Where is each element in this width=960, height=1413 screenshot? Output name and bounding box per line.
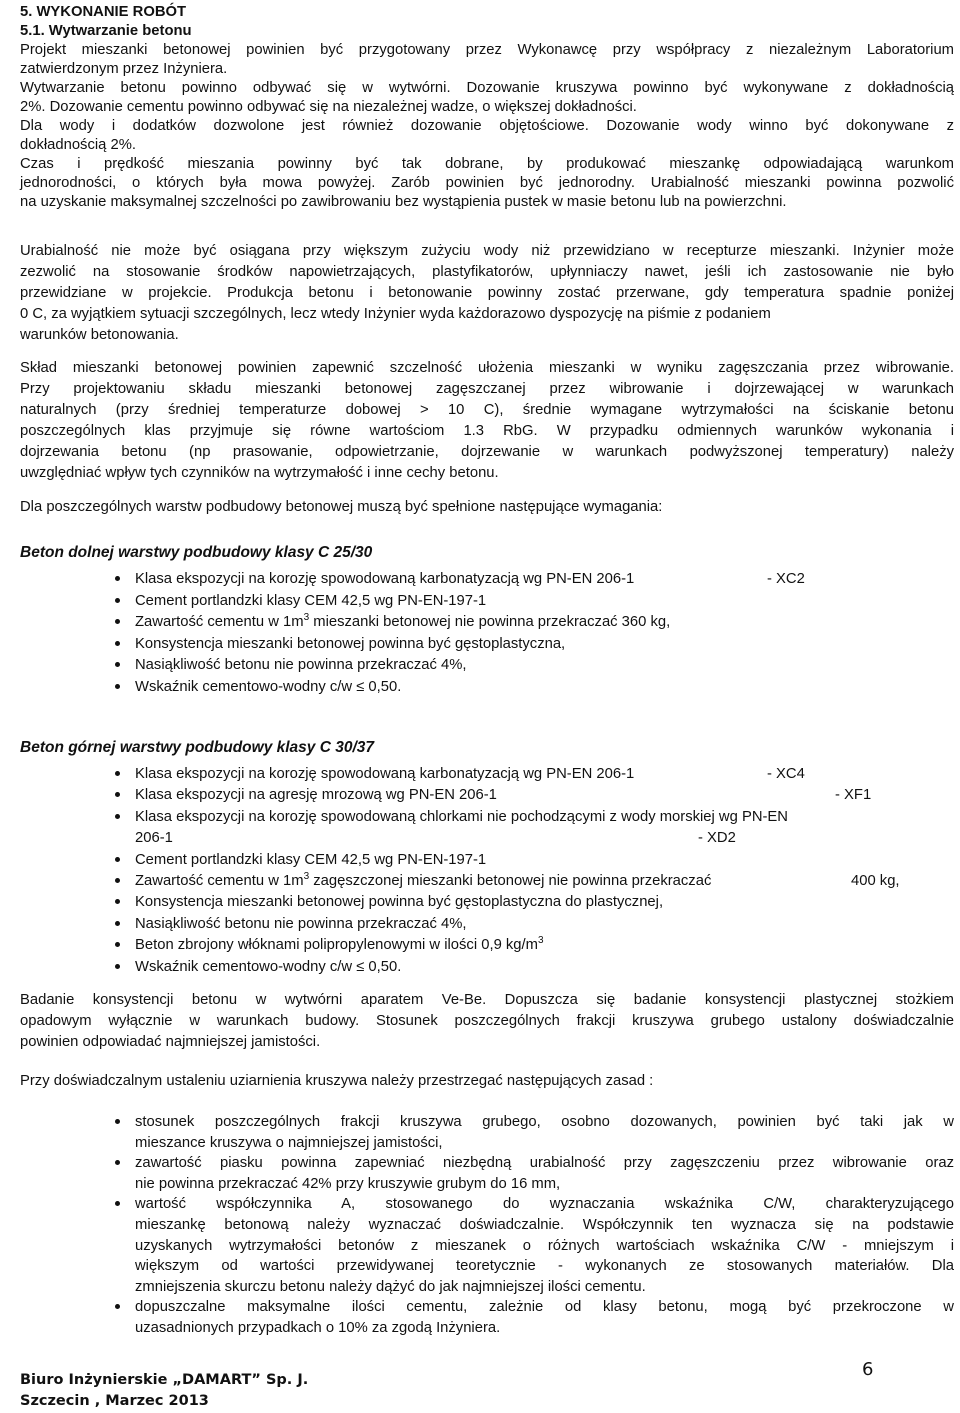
list-item: Konsystencja mieszanki betonowej powinna być gęstoplastyczna, xyxy=(0,634,954,656)
list-item: zawartość piasku powinna zapewniać niezbędną urabialność przy zagęszczeniu przez wibrowanie oraz nie powinna przekraczać 42% przy kruszywie grubym do 16 mm, xyxy=(0,1153,954,1194)
list-item: Wskaźnik cementowo-wodny c/w ≤ 0,50. xyxy=(0,677,954,699)
list-item: Klasa ekspozycji na korozję spowodowaną karbonatyzacją wg PN-EN 206-1 - XC2 xyxy=(0,569,954,591)
paragraph-consistency-test: Badanie konsystencji betonu w wytwórni aparatem Ve-Be. Dopuszcza się badanie konsystencji plastycznej stożkiem opadowym wyłącznie w warunkach budowy. Stosunek poszczególnych frakcji kruszywa grubego ustalony doświadczalnie powinien odpowiadać najmniejszej jamistości. xyxy=(20,992,954,1050)
upper-layer-title: Beton górnej warstwy podbudowy klasy C 30/37 xyxy=(20,739,375,756)
list-item: Nasiąkliwość betonu nie powinna przekraczać 4%, xyxy=(0,655,954,677)
footer-company: Biuro Inżynierskie „DAMART” Sp. J. xyxy=(20,1372,309,1388)
paragraph-grading-rules-intro: Przy doświadczalnym ustaleniu uziarnienia kruszywa należy przestrzegać następujących zasad : xyxy=(20,1073,654,1089)
list-item: Wskaźnik cementowo-wodny c/w ≤ 0,50. xyxy=(0,957,954,978)
intro-paragraph: Projekt mieszanki betonowej powinien być przygotowany przez Wykonawcę przy współpracy z niezależnym Laboratorium zatwierdzonym przez Inżyniera. Wytwarzanie betonu powinno odbywać się w wytwórni. Dozowanie kruszywa powinno być wykonywane z dokładnością 2%. Dozowanie cementu powinno odbywać się na niezależnej wadze, o większej dokładności. Dla wody i dodatków dozwolone jest również dozowanie objętościowe. Dozowanie wody winno być dokonywane z dokładnością 2%. Czas i prędkość mieszania powinny być tak dobrane, by produkować mieszankę odpowiadającą warunkom jednorodności, o których była mowa powyżej. Zarób powinien być jednorodny. Urabialność mieszanki powinna pozwolić na uzyskanie maksymalnej szczelności po zawibrowaniu bez wystąpienia pustek w masie betonu lub na powierzchni. xyxy=(20,42,954,210)
list-item: Zawartość cementu w $1m^3$ zagęszczonej mieszanki betonowej nie powinna przekraczać 400 kg, xyxy=(0,871,954,892)
lower-layer-title: Beton dolnej warstwy podbudowy klasy C 25/30 xyxy=(20,544,373,561)
list-item: Cement portlandzki klasy CEM 42,5 wg PN-EN-197-1 xyxy=(0,591,954,613)
list-item: Klasa ekspozycji na agresję mrozową wg PN-EN 206-1 - XF1 xyxy=(0,785,954,806)
list-item: dopuszczalne maksymalne ilości cementu, zależnie od klasy betonu, mogą być przekroczone w uzasadnionych przypadkach o 10% za zgodą Inżyniera. xyxy=(0,1297,954,1338)
section-heading: 5.1. Wytwarzanie betonu xyxy=(20,23,192,39)
chapter-heading: 5. WYKONANIE ROBÓT xyxy=(20,4,187,20)
paragraph-requirements-intro: Dla poszczególnych warstw podbudowy betonowej muszą być spełnione następujące wymagania: xyxy=(20,499,663,515)
grading-rules-list xyxy=(0,1112,954,1339)
list-item: Klasa ekspozycji na korozję spowodowaną karbonatyzacją wg PN-EN 206-1 - XC4 xyxy=(0,764,954,785)
list-item: Konsystencja mieszanki betonowej powinna być gęstoplastyczna do plastycznej, xyxy=(0,892,954,913)
footer-place-date: Szczecin , Marzec 2013 xyxy=(20,1393,209,1409)
paragraph-workability: Urabialność nie może być osiągana przy większym zużyciu wody niż przewidziano w recepturze mieszanki. Inżynier może zezwolić na stosowanie środków napowietrzających, plastyfikatorów, upłynniaczy nawet, jeśli ich zastosowanie nie było przewidziane w projekcie. Produkcja betonu i betonowanie powinny zostać przerwane, gdy temperatura spadnie poniżej 0 C, za wyjątkiem sytuacji szczególnych, lecz wtedy Inżynier wyda każdorazowo dyspozycję na piśmie z podaniem warunków betonowania. xyxy=(20,243,954,343)
list-item: Beton zbrojony włóknami polipropylenowymi w ilości 0,9 $kg/m^3$ xyxy=(0,935,954,956)
list-item: Zawartość cementu w $1m^3$ mieszanki betonowej nie powinna przekraczać 360 kg, xyxy=(0,612,954,634)
paragraph-mix-composition: Skład mieszanki betonowej powinien zapewnić szczelność ułożenia mieszanki w wyniku zagęszczania przez wibrowanie. Przy projektowaniu składu mieszanki betonowej zagęszczanej przez wibrowanie i dojrzewającej w warunkach naturalnych (przy średniej temperaturze dobowej > 10 C), średnie wymagane wytrzymałości na ściskanie betonu poszczególnych klas przyjmuje się równe wartościom 1.3 RbG. W przypadku odmiennych warunków wykonania i dojrzewania betonu (np prasowanie, odpowietrzanie, dojrzewanie w warunkach podwyższonej temperatury) należy uwzględniać wpływ tych czynników na wytrzymałość i inne cechy betonu. xyxy=(20,360,954,481)
list-item: wartość współczynnika A, stosowanego do wyznaczania wskaźnika C/W, charakteryzującego mieszankę betonową należy wyznaczać doświadczalnie. Współczynnik ten wyznacza się na podstawie uzyskanych wytrzymałości betonów z mieszanek o różnych wartościach wskaźnika C/W - mniejszym i większym od wartości przewidywanej teoretycznie - wykonanych ze stosowanych materiałów. Dla zmniejszenia skurczu betonu należy dążyć do jak najmniejszej ilości cementu. xyxy=(0,1194,954,1297)
page-number: 6 xyxy=(862,1359,874,1380)
list-item: Cement portlandzki klasy CEM 42,5 wg PN-EN-197-1 xyxy=(0,850,954,871)
upper-layer-list xyxy=(0,764,954,978)
list-item: stosunek poszczególnych frakcji kruszywa grubego, osobno dozowanych, powinien być taki jak w mieszance kruszywa o najmniejszej jamistości, xyxy=(0,1112,954,1153)
lower-layer-list xyxy=(0,569,954,699)
list-item: Klasa ekspozycji na korozję spowodowaną chlorkami nie pochodzącymi z wody morskiej wg PN-EN 206-1 - XD2 xyxy=(0,807,954,850)
list-item: Nasiąkliwość betonu nie powinna przekraczać 4%, xyxy=(0,914,954,935)
